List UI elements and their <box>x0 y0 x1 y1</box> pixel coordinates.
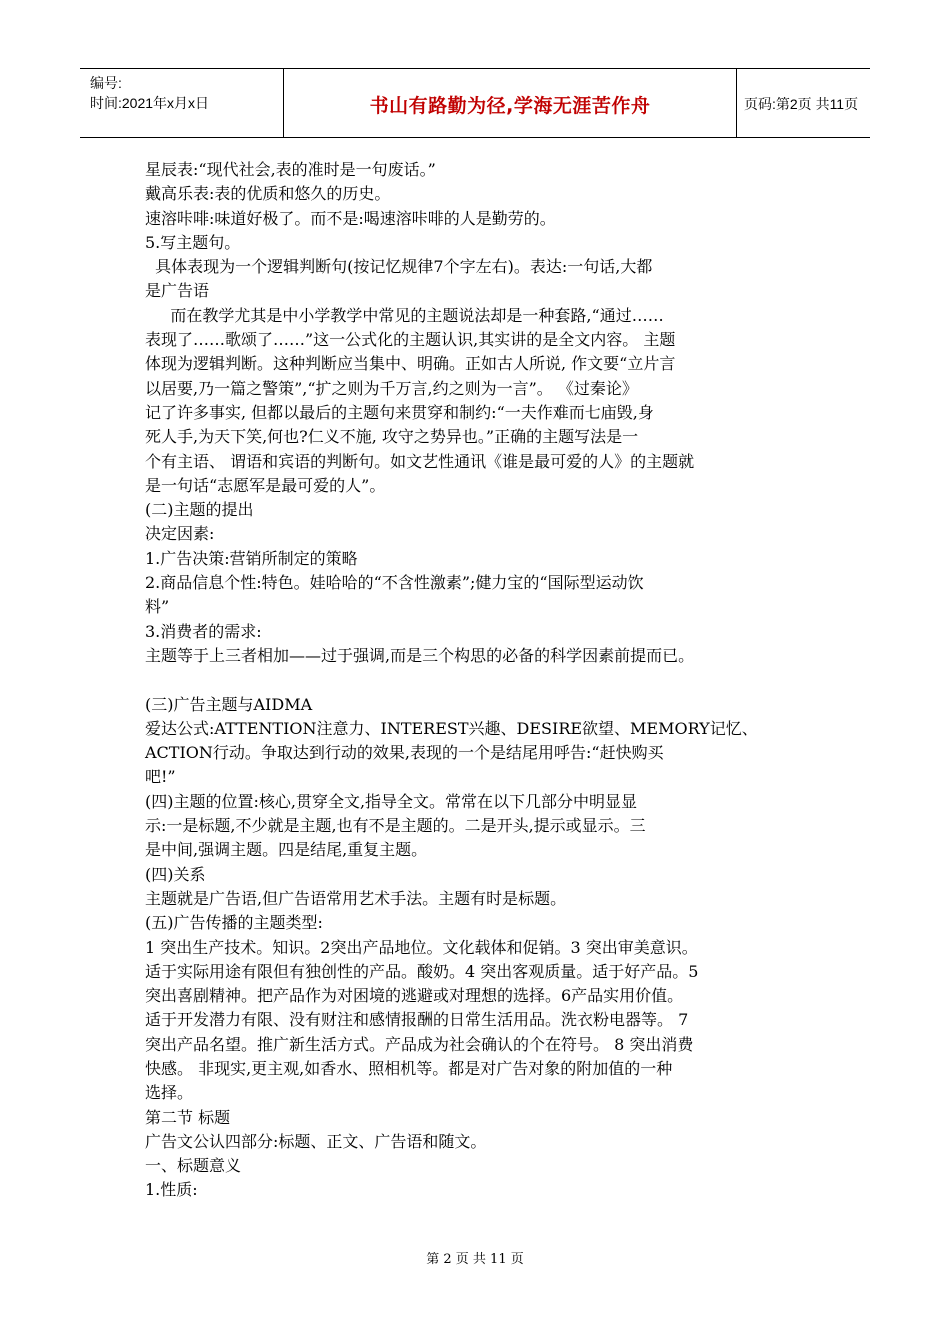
page-header <box>80 68 870 138</box>
text-line: 是一句话“志愿军是最可爱的人”。 <box>145 475 386 495</box>
text-line: 是广告语 <box>145 281 210 301</box>
text-line: (五)广告传播的主题类型: <box>145 913 323 933</box>
serial-label: 编号: <box>90 75 122 91</box>
text-line: 突出产品名望。推广新生活方式。产品成为社会确认的个在符号。 8 突出消费 <box>145 1034 694 1054</box>
text-line: 速溶咔啡:味道好极了。而不是:喝速溶咔啡的人是勤劳的。 <box>145 208 556 228</box>
text-line: 主题等于上三者相加——过于强调,而是三个构思的必备的科学因素前提而已。 <box>145 645 695 665</box>
text-line: 决定因素: <box>145 524 215 544</box>
text-line: 表现了……歌颂了……”这一公式化的主题认识,其实讲的是全文内容。 主题 <box>145 330 676 350</box>
text-line: 选择。 <box>145 1083 194 1103</box>
text-line: 一、标题意义 <box>145 1156 242 1176</box>
text-line: 2.商品信息个性:特色。娃哈哈的“不含性激素”;健力宝的“国际型运动饮 <box>145 573 644 593</box>
text-line: 快感。 非现实,更主观,如香水、照相机等。都是对广告对象的附加值的一种 <box>145 1058 673 1078</box>
text-line: 以居要,乃一篇之警策”,“扩之则为千万言,约之则为一言”。 《过秦论》 <box>145 378 638 398</box>
text-line: 吧!” <box>145 767 176 787</box>
header-page-cell <box>736 69 870 137</box>
page-footer: 第 2 页 共 11 页 <box>426 1252 524 1267</box>
text-line: 体现为逻辑判断。这种判断应当集中、明确。正如古人所说, 作文要“立片言 <box>145 354 676 374</box>
text-line: 爱达公式:ATTENTION注意力、INTEREST兴趣、DESIRE欲望、MEMORY记忆、 <box>145 718 758 738</box>
text-line: 示:一是标题,不少就是主题,也有不是主题的。二是开头,提示或显示。三 <box>145 816 646 836</box>
text-line: 而在教学尤其是中小学教学中常见的主题说法却是一种套路,“通过…… <box>145 305 664 325</box>
text-line: ACTION行动。争取达到行动的效果,表现的一个是结尾用呼告:“赶快购买 <box>145 743 664 763</box>
text-line: (四)主题的位置:核心,贯穿全文,指导全文。常常在以下几部分中明显显 <box>145 791 638 811</box>
header-motto: 书山有路勤为径,学海无涯苦作舟 <box>369 95 651 117</box>
text-line: 星辰表:“现代社会,表的准时是一句废话。” <box>145 160 436 179</box>
text-line: 3.消费者的需求: <box>145 621 262 641</box>
text-line: (三)广告主题与AIDMA <box>145 694 313 714</box>
body-text <box>145 158 825 1203</box>
text-line: 记了许多事实, 但都以最后的主题句来贯穿和制约:“一夫作难而七庙毁,身 <box>145 402 654 422</box>
text-line: 适于实际用途有限但有独创性的产品。酸奶。4 突出客观质量。适于好产品。5 <box>145 961 699 981</box>
text-line: 1.性质: <box>145 1180 198 1200</box>
text-line: 个有主语、 谓语和宾语的判断句。如文艺性通讯《谁是最可爱的人》的主题就 <box>145 451 695 471</box>
text-line: 是中间,强调主题。四是结尾,重复主题。 <box>145 840 428 860</box>
time-label: 时间:2021年x月x日 <box>90 95 210 111</box>
text-line: 1.广告决策:营销所制定的策略 <box>145 548 358 568</box>
text-line: 戴高乐表:表的优质和悠久的历史。 <box>145 184 391 204</box>
text-line: 具体表现为一个逻辑判断句(按记忆规律7个字左右)。表达:一句话,大都 <box>145 257 653 277</box>
text-line: (二)主题的提出 <box>145 500 254 520</box>
text-line <box>145 668 825 692</box>
text-line: 第二节 标题 <box>145 1107 231 1127</box>
header-motto-cell <box>283 69 737 137</box>
text-line: 突出喜剧精神。把产品作为对困境的逃避或对理想的选择。6产品实用价值。 <box>145 986 684 1006</box>
text-line: 主题就是广告语,但广告语常用艺术手法。主题有时是标题。 <box>145 888 567 908</box>
text-line: 广告文公认四部分:标题、正文、广告语和随文。 <box>145 1131 487 1151</box>
header-page-info: 页码:第2页 共11页 <box>744 96 859 112</box>
text-line: 料” <box>145 597 170 617</box>
header-info-cell <box>80 69 283 137</box>
text-line: 5.写主题句。 <box>145 232 241 252</box>
text-line: 死人手,为天下笑,何也?仁义不施, 攻守之势异也。”正确的主题写法是一 <box>145 427 639 447</box>
text-line: 1 突出生产技术。知识。2突出产品地位。文化载体和促销。3 突出审美意识。 <box>145 937 698 957</box>
text-line: (四)关系 <box>145 864 206 884</box>
text-line: 适于开发潜力有限、没有财注和感情报酬的日常生活用品。洗衣粉电器等。 7 <box>145 1010 689 1030</box>
